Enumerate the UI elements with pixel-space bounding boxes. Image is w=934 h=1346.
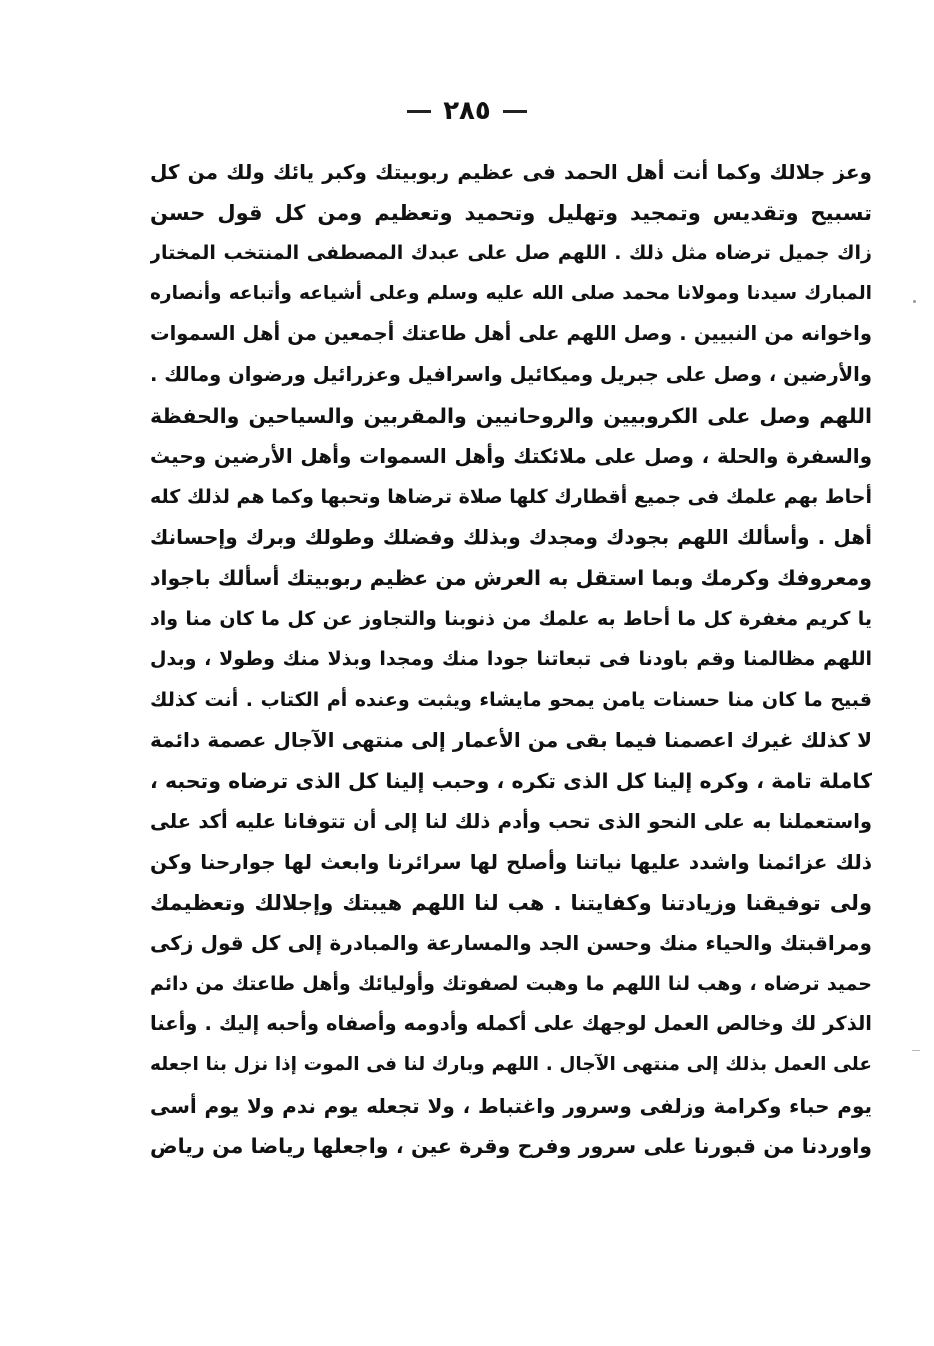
text-line-14: قبيح ما كان منا حسنات يامن يمحو مايشاء ويثبت وعنده أم الكتاب . أنت كذلك — [150, 688, 872, 711]
page-number-dash-right — [503, 110, 527, 113]
text-line-24: يوم حباء وكرامة وزلفى وسرور واغتباط ، ولا تجعله يوم ندم ولا يوم أسى — [150, 1093, 872, 1118]
text-line-11: ومعروفك وكرمك وبما استقل به العرش من عظيم ربوبيتك أسألك باجواد — [150, 565, 872, 590]
text-line-20: ومراقبتك والحياء منك وحسن الجد والمسارعة والمبادرة إلى كل قول زكى — [150, 931, 872, 956]
text-line-13: اللهم مظالمنا وقم باودنا فى تبعاتنا جودا منك ومجدا وبذلا منك وطولا ، وبدل — [150, 648, 872, 671]
text-line-8: والسفرة والحلة ، وصل على ملائكتك وأهل السموات وأهل الأرضين وحيث — [150, 444, 872, 469]
text-line-3: زاك جميل ترضاه مثل ذلك . اللهم صل على عبدك المصطفى المنتخب المختار — [150, 242, 872, 265]
page-number — [0, 96, 934, 126]
text-line-22: الذكر لك وخالص العمل لوجهك على أكمله وأدومه وأصفاه وأحبه إليك . وأعنا — [150, 1012, 872, 1036]
text-line-10: أهل . وأسألك اللهم بجودك ومجدك وبذلك وفضلك وطولك وبرك وإحسانك — [150, 525, 872, 550]
text-line-1: وعز جلالك وكما أنت أهل الحمد فى عظيم ربوبيتك وكبر يائك ولك من كل — [150, 160, 872, 184]
text-line-18: ذلك عزائمنا واشدد عليها نياتنا وأصلح لها سرائرنا وابعث لها جوارحنا وكن — [150, 850, 872, 875]
text-line-19: ولى توفيقنا وزيادتنا وكفايتنا . هب لنا اللهم هيبتك وإجلالك وتعظيمك — [150, 890, 872, 915]
page-number-dash-left — [407, 110, 431, 113]
text-line-25: واوردنا من قبورنا على سرور وفرح وقرة عين ، واجعلها رياضا من رياض — [150, 1134, 872, 1159]
body-text — [150, 152, 872, 1167]
scan-speck — [913, 300, 916, 303]
text-line-16: كاملة تامة ، وكره إلينا كل الذى تكره ، وحبب إلينا كل الذى ترضاه وتحبه ، — [150, 768, 872, 793]
text-line-12: يا كريم مغفرة كل ما أحاط به علمك من ذنوبنا والتجاوز عن كل ما كان منا واد — [150, 607, 872, 630]
text-line-4: المبارك سيدنا ومولانا محمد صلى الله عليه وسلم وعلى أشياعه وأتباعه وأنصاره — [150, 282, 872, 304]
scan-speck — [912, 1050, 920, 1051]
text-line-5: واخوانه من النبيين . وصل اللهم على أهل طاعتك أجمعين من أهل السموات — [150, 322, 872, 346]
page-number-value: ٢٨٥ — [443, 96, 491, 126]
text-line-15: لا كذلك غيرك اعصمنا فيما بقى من الأعمار إلى منتهى الآجال عصمة دائمة — [150, 728, 872, 753]
text-line-9: أحاط بهم علمك فى جميع أقطارك كلها صلاة ترضاها وتحبها وكما هم لذلك كله — [150, 485, 872, 508]
text-line-21: حميد ترضاه ، وهب لنا اللهم ما وهبت لصفوتك وأوليائك وأهل طاعتك من دائم — [150, 972, 872, 995]
text-line-17: واستعملنا به على النحو الذى تحب وأدم ذلك لنا إلى أن تتوفانا عليه أكد على — [150, 809, 872, 833]
text-line-23: على العمل بذلك إلى منتهى الآجال . اللهم وبارك لنا فى الموت إذا نزل بنا اجعله — [150, 1054, 872, 1076]
text-line-6: والأرضين ، وصل على جبريل وميكائيل واسرافيل وعزرائيل ورضوان ومالك . — [150, 362, 872, 386]
text-line-7: اللهم وصل على الكروبيين والروحانيين والمقربين والسياحين والحفظة — [150, 403, 872, 428]
text-line-2: تسبيح وتقديس وتمجيد وتهليل وتحميد وتعظيم ومن كل قول حسن — [150, 200, 872, 225]
